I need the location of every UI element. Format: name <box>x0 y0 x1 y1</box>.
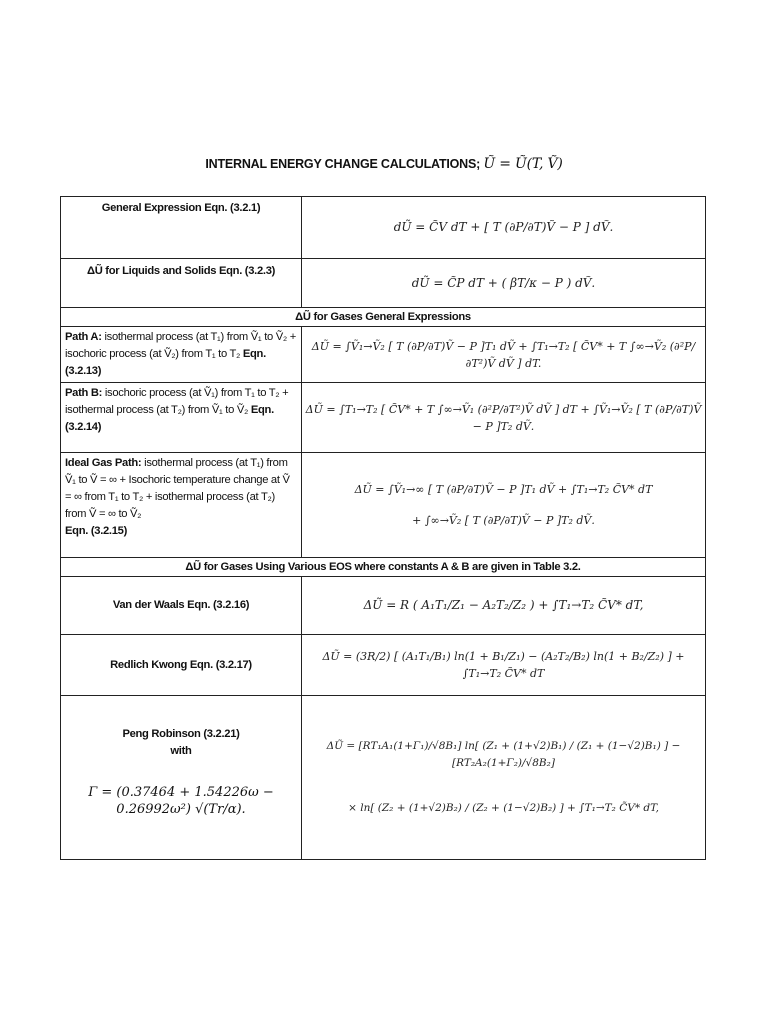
formula-liquids: dŨ = C̃P dT + ( βT/κ − P ) dṼ. <box>302 259 706 308</box>
table-row-pr <box>61 696 706 860</box>
label-path-a <box>61 327 302 383</box>
table-row-eos-header <box>61 558 706 577</box>
formula-vdw: ΔŨ = R ( A₁T₁/Z₁ − A₂T₂/Z₂ ) + ∫T₁→T₂ C̃V* dT, <box>302 577 706 635</box>
table-row-ideal <box>61 453 706 558</box>
label-pr <box>61 696 302 860</box>
label-ideal <box>61 453 302 558</box>
label-pr-line1: Peng Robinson (3.2.21) <box>122 728 240 740</box>
label-pr-line2: with <box>170 745 192 757</box>
table-row-vdw <box>61 577 706 635</box>
label-vdw: Van der Waals Eqn. (3.2.16) <box>61 577 302 635</box>
label-liquids-text: ΔŨ for Liquids and Solids Eqn. (3.2.3) <box>86 265 276 277</box>
label-liquids <box>61 259 302 308</box>
label-ideal-text: isothermal process (at T₁) from Ṽ₁ to Ṽ = ∞ + Isochoric temperature change at Ṽ = ∞ from T₁ to T₂ + isothermal process (at T₂) from Ṽ = ∞ to Ṽ₂ <box>65 457 290 520</box>
section-header-eos: ΔŨ for Gases Using Various EOS where constants A & B are given in Table 3.2. <box>61 558 706 577</box>
formula-path-a: ΔŨ = ∫Ṽ₁→Ṽ₂ [ T (∂P/∂T)Ṽ − P ]T₁ dṼ + ∫T₁→T₂ [ C̃V* + T ∫∞→Ṽ₂ (∂²P/∂T²)Ṽ dṼ ] dT. <box>302 327 706 383</box>
formula-ideal-line1: ΔŨ = ∫Ṽ₁→∞ [ T (∂P/∂T)Ṽ − P ]T₁ dṼ + ∫T₁→T₂ C̃V* dT <box>354 483 653 496</box>
formula-rk: ΔŨ = (3R/2) [ (A₁T₁/B₁) ln(1 + B₁/Z₁) − (A₂T₂/B₂) ln(1 + B₂/Z₂) ] + ∫T₁→T₂ C̃V* dT <box>302 635 706 696</box>
table-row-path-b <box>61 383 706 453</box>
formula-ideal-line2: + ∫∞→Ṽ₂ [ T (∂P/∂T)Ṽ − P ]T₂ dṼ. <box>412 514 595 527</box>
label-path-a-text: isothermal process (at T₁) from Ṽ₁ to Ṽ₂ + isochoric process (at Ṽ₂) from T₁ to T₂ <box>65 331 296 360</box>
formula-ideal <box>302 453 706 558</box>
page-title-text: INTERNAL ENERGY CHANGE CALCULATIONS; <box>205 157 484 171</box>
table-row-gases-header <box>61 308 706 327</box>
table-row-general <box>61 197 706 259</box>
label-path-b-eqn: Eqn. (3.2.14) <box>65 404 274 433</box>
table-row-path-a <box>61 327 706 383</box>
page-title <box>0 156 768 172</box>
label-path-a-bold: Path A: <box>65 331 102 343</box>
label-rk: Redlich Kwong Eqn. (3.2.17) <box>61 635 302 696</box>
gamma-definition: Γ = (0.37464 + 1.54226ω − 0.26992ω²) √(Tr/α). <box>88 785 274 817</box>
formula-general: dŨ = C̃V dT + [ T (∂P/∂T)Ṽ − P ] dṼ. <box>302 197 706 259</box>
section-header-gases: ΔŨ for Gases General Expressions <box>61 308 706 327</box>
label-path-b-bold: Path B: <box>65 387 103 399</box>
table-row-liquids <box>61 259 706 308</box>
formula-pr <box>302 696 706 860</box>
label-ideal-bold: Ideal Gas Path: <box>65 457 142 469</box>
label-path-b-text: isochoric process (at Ṽ₁) from T₁ to T₂ + isothermal process (at T₂) from Ṽ₁ to Ṽ₂ <box>65 387 289 416</box>
formula-pr-line1: ΔŨ = [RT₁A₁(1+Γ₁)/√8B₁] ln[ (Z₁ + (1+√2)B₁) / (Z₁ + (1−√2)B₁) ] − [RT₂A₂(1+Γ₂)/√8B₂] <box>326 740 681 769</box>
page-title-equation: Ũ = Ũ(T, Ṽ) <box>483 156 563 172</box>
table-row-rk <box>61 635 706 696</box>
label-path-b <box>61 383 302 453</box>
label-path-a-eqn: Eqn. (3.2.13) <box>65 348 266 377</box>
label-ideal-eqn: Eqn. (3.2.15) <box>65 525 128 537</box>
energy-equation-table <box>60 196 706 860</box>
label-general <box>61 197 302 259</box>
label-general-text: General Expression Eqn. (3.2.1) <box>101 202 261 214</box>
formula-pr-line2: × ln[ (Z₂ + (1+√2)B₂) / (Z₂ + (1−√2)B₂) ] + ∫T₁→T₂ C̃V* dT, <box>348 802 659 814</box>
formula-path-b: ΔŨ = ∫T₁→T₂ [ C̃V* + T ∫∞→Ṽ₁ (∂²P/∂T²)Ṽ dṼ ] dT + ∫Ṽ₁→Ṽ₂ [ T (∂P/∂T)Ṽ − P ]T₂ dṼ. <box>302 383 706 453</box>
